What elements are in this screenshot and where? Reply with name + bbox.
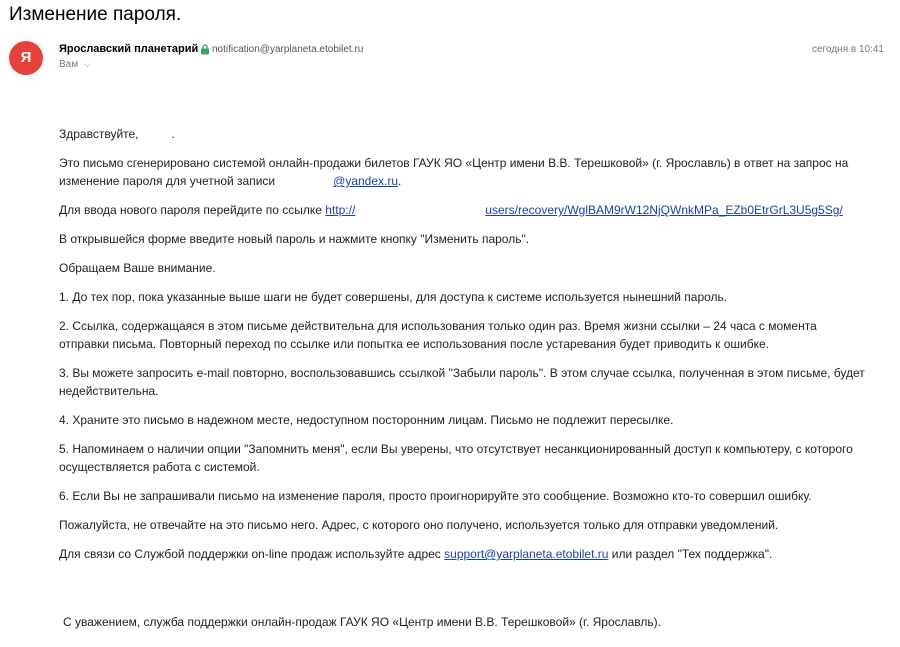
lock-icon [200,44,210,55]
recipient-toggle[interactable] [59,59,91,70]
no-reply-paragraph: Пожалуйста, не отвечайте на это письмо него. Адрес, с которого оно получено, используется только для отправки уведомлений. [59,518,779,532]
sender-name[interactable]: Ярославский планетарий [59,43,199,55]
support-paragraph: Для связи со Службой поддержки on-line продаж используйте адрес support@yarplaneta.etobilet.ru или раздел "Тех поддержка". [59,547,773,561]
point-3: 3. Вы можете запросить e-mail повторно, воспользовавшись ссылкой "Забыли пароль". В этом случае ссылка, полученная в этом письме, будет недействительна. [59,366,865,398]
support-email-link[interactable]: support@yarplaneta.etobilet.ru [444,547,609,561]
email-body [59,125,869,563]
point-4: 4. Храните это письмо в надежном месте, недоступном посторонним лицам. Письмо не подлежит пересылке. [59,413,674,427]
point-1: 1. До тех пор, пока указанные выше шаги не будет совершены, для доступа к системе используется нынешний пароль. [59,290,728,304]
point-5: 5. Напоминаем о наличии опции "Запомнить меня", если Вы уверены, что отсутствует несанкционированный доступ к компьютеру, с которого осуществляется работа с системой. [59,442,853,474]
point-6: 6. Если Вы не запрашивали письмо на изменение пароля, просто проигнорируйте это сообщение. Возможно кто-то совершил ошибку. [59,489,812,503]
account-email-link[interactable]: @yandex.ru [333,174,399,188]
recovery-link-paragraph: Для ввода нового пароля перейдите по ссылке http:// users/recovery/WglBAM9rW12NjQWnkMPa_EZb0EtrGrL3U5g5Sg/ [59,203,843,217]
chevron-down-icon: ⌵ [84,59,91,69]
intro-paragraph: Это письмо сгенерировано системой онлайн-продажи билетов ГАУК ЯО «Центр имени В.В. Терешковой» (г. Ярославль) в ответ на запрос на изменение пароля для учетной записи @yandex.ru. [59,156,849,188]
greeting: Здравствуйте, . [59,127,175,141]
recipient-label: Вам [59,59,79,70]
instruction-paragraph: В открывшейся форме введите новый пароль и нажмите кнопку "Изменить пароль". [59,232,530,246]
recovery-link[interactable]: http:// users/recovery/WglBAM9rW12NjQWnkMPa_EZb0EtrGrL3U5g5Sg/ [325,203,843,217]
email-date: сегодня в 10:41 [812,44,884,55]
sender-email[interactable]: notification@yarplaneta.etobilet.ru [212,44,364,55]
attention-paragraph: Обращаем Ваше внимание. [59,261,216,275]
email-subject: Изменение пароля. [9,4,182,25]
signature: С уважением, служба поддержки онлайн-продаж ГАУК ЯО «Центр имени В.В. Терешковой» (г. Ярославль). [63,615,661,629]
point-2: 2. Ссылка, содержащаяся в этом письме действительна для использования только один раз. Время жизни ссылки – 24 часа с момента отправки письма. Повторный переход по ссылке или попытка ее использования после устаревания будет приводить к ошибке. [59,319,817,351]
sender-avatar[interactable]: Я [9,41,43,75]
